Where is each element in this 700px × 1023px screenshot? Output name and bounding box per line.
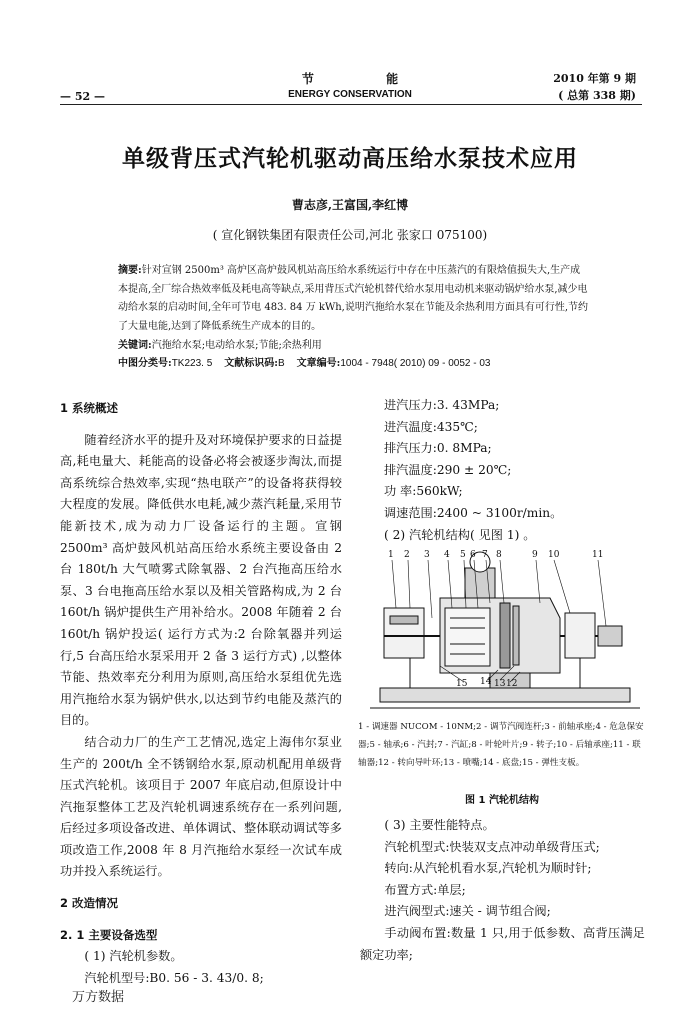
feature-turbine-type: 汽轮机型式:快装双支点冲动单级背压式; xyxy=(384,839,600,854)
fig-label-14: 14 xyxy=(480,677,492,687)
turbine-structure-figure xyxy=(370,548,640,716)
journal-name-en: ENERGY CONSERVATION xyxy=(288,89,412,100)
fig-label-9: 9 xyxy=(532,550,538,560)
issue-number: 2010 年第 9 期 xyxy=(553,72,636,85)
fig-label-5: 5 xyxy=(460,550,466,560)
figure-legend: 1 - 调速器 NUCOM - 10NM;2 - 调节汽阀连杆;3 - 前轴承座;4 - 危急保安器;5 - 轴承;6 - 汽封;7 - 汽缸;8 - 叶轮叶片;9 - 转子;10 - 后轴承座;11 - 联轴器;12 - 转向导叶环;13 - 喷嘴;14 - 底盘;15 - 弹性支板。 xyxy=(358,722,644,768)
fig-label-4: 4 xyxy=(444,550,450,560)
paper-title: 单级背压式汽轮机驱动高压给水泵技术应用 xyxy=(122,145,578,172)
journal-name-cn: 节 能 xyxy=(301,72,433,86)
figure-title: 图 1 汽轮机结构 xyxy=(465,795,539,806)
fig-label-2: 2 xyxy=(404,550,410,560)
header-rule xyxy=(60,104,642,105)
total-issue-number: ( 总第 338 期) xyxy=(558,89,636,102)
fig-label-8: 8 xyxy=(496,550,502,560)
keywords-text: 汽拖给水泵;电动给水泵;节能;余热利用 xyxy=(151,340,322,351)
wanfang-watermark: 万方数据 xyxy=(72,990,125,1005)
param-exhaust-pressure: 排汽压力:0. 8MPa; xyxy=(384,441,492,456)
fig-label-10: 10 xyxy=(548,550,560,560)
turbine-model: 汽轮机型号:B0. 56 - 3. 43/0. 8; xyxy=(84,970,264,985)
param-inlet-temperature: 进汽温度:435℃; xyxy=(384,419,478,434)
feature-rotation: 转向:从汽轮机看水泵,汽轮机为顺时针; xyxy=(384,861,592,876)
param-exhaust-temperature: 排汽温度:290 ± 20℃; xyxy=(384,462,512,477)
base-plate xyxy=(380,688,630,702)
fig-label-15: 15 xyxy=(456,679,468,689)
doc-code-value: B xyxy=(278,358,285,369)
wheel-blade xyxy=(500,603,510,668)
issue-info xyxy=(553,70,636,104)
item-1-heading: ( 1) 汽轮机参数。 xyxy=(84,949,183,964)
keywords-label: 关键词: xyxy=(118,340,152,351)
clc-label: 中图分类号: xyxy=(118,358,172,369)
fig-label-12: 12 xyxy=(506,679,518,689)
section-2-heading: 2 改造情况 xyxy=(60,896,119,911)
article-no-value: 1004 - 7948( 2010) 09 - 0052 - 03 xyxy=(340,358,491,369)
page-number: — 52 — xyxy=(60,90,105,103)
rear-bearing-housing xyxy=(565,613,595,658)
feature-inlet-valve: 进汽阀型式:速关 - 调节组合阀; xyxy=(384,904,551,919)
item-2-heading: ( 2) 汽轮机结构( 见图 1) 。 xyxy=(384,527,536,542)
param-speed-range: 调速范围:2400 ~ 3100r/min。 xyxy=(384,505,563,520)
item-3-heading: ( 3) 主要性能特点。 xyxy=(384,818,495,832)
article-no-label: 文章编号: xyxy=(296,358,341,369)
paper-authors: 曹志彦,王富国,李红博 xyxy=(291,198,409,212)
coupling xyxy=(598,626,622,646)
right-column-params xyxy=(384,395,646,546)
fig-label-3: 3 xyxy=(424,550,430,560)
fig-label-13: 13 xyxy=(494,679,506,689)
clc-value: TK223. 5 xyxy=(171,358,213,369)
section-2-1-heading: 2. 1 主要设备选型 xyxy=(60,927,158,942)
abstract xyxy=(118,262,590,336)
doc-code-label: 文献标识码: xyxy=(224,358,278,369)
keywords xyxy=(118,336,590,351)
fig-label-6: 6 xyxy=(470,550,476,560)
section-1-heading: 1 系统概述 xyxy=(60,401,119,415)
abstract-label: 摘要: xyxy=(118,265,142,276)
turbine-drawing xyxy=(370,548,640,716)
fig-label-1: 1 xyxy=(388,550,394,560)
fig-label-7: 7 xyxy=(482,550,488,560)
section-1-paragraph-2: 结合动力厂的生产工艺情况,选定上海伟尔泵业生产的 200t/h 全不锈钢给水泵,原动机配用单级背压式汽轮机。该项目于 2007 年底启动,但原设计中汽拖泵整体工艺及汽轮机调速系统存在一系列问题,后经过多项设备改进、单体调试、整体联动调试等多项改造工作,2008 年 8 月汽拖给水泵经一次试车成功并投入系统运行。 xyxy=(60,734,342,879)
nozzle xyxy=(513,606,519,665)
feature-layout: 布置方式:单层; xyxy=(384,882,466,897)
fig-label-11: 11 xyxy=(592,550,604,560)
param-inlet-pressure: 进汽压力:3. 43MPa; xyxy=(384,398,500,412)
section-1-paragraph-1: 随着经济水平的提升及对环境保护要求的日益提高,耗电量大、耗能高的设备必将会被逐步淘汰,而提高系统综合热效率,实现“热电联产”的设备将获得较大程度的发展。降低供水电耗,减少蒸汽耗量,采用节能新技术,成为动力厂设备运行的主题。宣钢 2500m³ 高炉鼓风机站高压给水系统主要设备由 2 台 180t/h 大气喷雾式除氧器、2 台汽拖高压给水泵、3 台电拖高压给水泵以及相关管路构成,为 2 台 160t/h 锅炉提供生产用补给水。2008 年随着 2 台 160t/h 锅炉投运( 运行方式为:2 台除氧器并列运行,5 台高压给水泵采用开 2 备 3 运行方式) ,以整体节能、热效率充分利用为原则,高压给水泵组优先选用汽拖给水泵为锅炉供水,以达到节约电能及蒸汽的目的。 xyxy=(60,432,342,728)
feature-manual-valve: 手动阀布置:数量 1 只,用于低参数、高背压满足额定功率; xyxy=(360,925,645,962)
right-column-features xyxy=(360,815,645,966)
abstract-text: 针对宣钢 2500m³ 高炉区高炉鼓风机站高压给水系统运行中存在中压蒸汽的有限焓值损失大,生产成本提高,全厂综合热效率低及耗电高等缺点,采用背压式汽轮机替代给水泵用电动机来驱动锅炉给水泵,减少电动给水泵的启动时间,全年可节电 483. 84 万 kWh,说明汽拖给水泵在节能及余热利用方面具有可行性,节约了大量电能,达到了降低系统生产成本的目的。 xyxy=(118,265,589,332)
paper-affiliation: ( 宣化钢铁集团有限责任公司,河北 张家口 075100) xyxy=(212,228,488,242)
left-column xyxy=(60,398,342,989)
classification-line xyxy=(118,354,618,369)
param-power: 功 率:560kW; xyxy=(384,484,463,499)
